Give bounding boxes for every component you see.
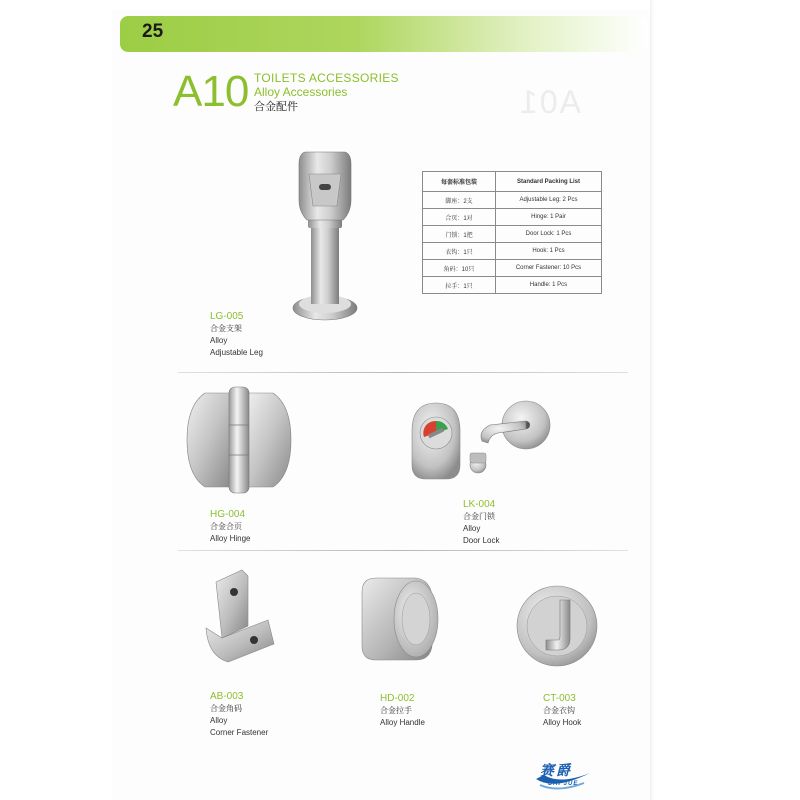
section-title-en: TOILETS ACCESSORIES <box>254 71 399 85</box>
page-number: 25 <box>142 21 164 42</box>
table-row <box>423 277 602 294</box>
product-name-line2: Door Lock <box>463 536 500 545</box>
handle-image <box>350 572 445 667</box>
product-code: AB-003 <box>210 691 244 702</box>
packing-item-cn: 角码：10只 <box>423 260 496 277</box>
product-code: HG-004 <box>210 509 246 520</box>
header-bar <box>120 16 648 52</box>
packing-item-en: Hinge: 1 Pair <box>496 209 602 226</box>
product-name-line1: Alloy Hinge <box>210 534 251 543</box>
page-edge <box>650 0 654 800</box>
packing-item-en: Door Lock: 1 Pcs <box>496 226 602 243</box>
brand-logo-en: SAI JUE <box>548 781 579 787</box>
packing-list-table <box>422 171 602 294</box>
product-name-cn: 合金门锁 <box>463 512 495 521</box>
product-code: LG-005 <box>210 311 244 322</box>
packing-item-cn: 衣钩：1只 <box>423 243 496 260</box>
table-row <box>423 260 602 277</box>
product-name-line2: Corner Fastener <box>210 728 269 737</box>
hinge-image <box>185 385 293 495</box>
packing-item-cn: 拉手：1只 <box>423 277 496 294</box>
product-label-hd002 <box>380 692 425 729</box>
product-name-line1: Alloy <box>463 524 481 533</box>
packing-header-row <box>423 172 602 192</box>
brand-logo-cn: 赛爵 <box>540 762 572 778</box>
product-name-line1: Alloy <box>210 336 228 345</box>
table-row <box>423 243 602 260</box>
packing-item-en: Corner Fastener: 10 Pcs <box>496 260 602 277</box>
product-label-lg005 <box>210 310 263 359</box>
packing-item-cn: 门锁：1把 <box>423 226 496 243</box>
product-label-ab003 <box>210 690 268 739</box>
product-code: LK-004 <box>463 499 496 510</box>
table-row <box>423 192 602 209</box>
packing-header-en: Standard Packing List <box>496 172 602 192</box>
product-code: HD-002 <box>380 693 415 704</box>
section-code: A10 <box>173 67 249 116</box>
product-name-cn: 合金合页 <box>210 522 242 531</box>
packing-item-en: Adjustable Leg: 2 Pcs <box>496 192 602 209</box>
product-name-line1: Alloy <box>210 716 228 725</box>
packing-header-cn: 每套标准包装 <box>423 172 496 192</box>
product-label-lk004 <box>463 498 499 547</box>
section-subtitle-en: Alloy Accessories <box>254 85 348 99</box>
section-subtitle-cn: 合金配件 <box>254 101 298 113</box>
corner-fastener-image <box>198 566 278 666</box>
section-divider <box>178 550 628 551</box>
door-lock-image <box>398 395 573 490</box>
product-name-cn: 合金衣钩 <box>543 706 575 715</box>
table-row <box>423 226 602 243</box>
packing-item-en: Handle: 1 Pcs <box>496 277 602 294</box>
product-name-line1: Alloy Hook <box>543 718 582 727</box>
packing-item-en: Hook: 1 Pcs <box>496 243 602 260</box>
adjustable-leg-image <box>285 140 365 330</box>
product-name-cn: 合金支架 <box>210 324 242 333</box>
product-name-line2: Adjustable Leg <box>210 348 263 357</box>
packing-item-cn: 脚座：2支 <box>423 192 496 209</box>
product-name-line1: Alloy Handle <box>380 718 425 727</box>
product-label-hg004 <box>210 508 250 545</box>
product-name-cn: 合金拉手 <box>380 706 412 715</box>
ghost-title-watermark: A01 <box>518 84 581 120</box>
product-label-ct003 <box>543 692 581 729</box>
product-code: CT-003 <box>543 693 576 704</box>
hook-image <box>512 578 602 673</box>
product-name-cn: 合金角码 <box>210 704 242 713</box>
table-row <box>423 209 602 226</box>
section-divider <box>178 372 628 373</box>
packing-item-cn: 合页：1对 <box>423 209 496 226</box>
